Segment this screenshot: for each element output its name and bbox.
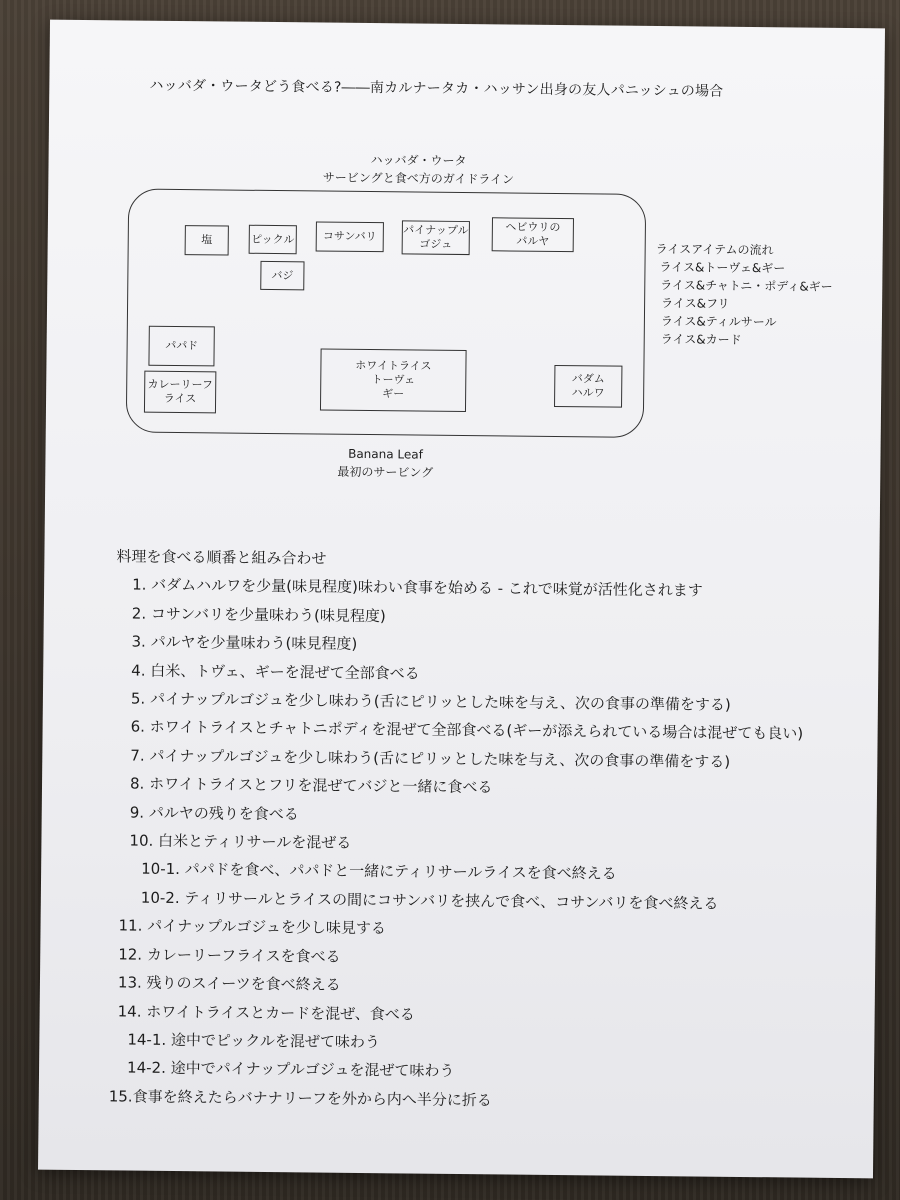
rice-flow-title: ライスアイテムの流れ [655,242,774,258]
diagram-title [268,150,568,189]
dish-curry-leaf-rice: カレーリーフ ライス [144,371,216,414]
dish-salt: 塩 [185,225,229,255]
step-item: 13. 残りのスイーツを食べ終える [117,973,341,994]
rice-flow-list [655,240,834,350]
step-item: 6. ホワイトライスとチャトニポディを混ぜて全部食べる(ギーが添えられている場合は混ぜても良い) [130,717,804,744]
dish-papad: パパド [148,326,214,367]
dish-badam-halwa: バダム ハルワ [554,365,622,408]
steps-heading: 料理を食べる順番と組み合わせ [116,547,327,568]
diagram-title-line1: ハッバダ・ウータ [370,153,467,169]
leaf-label: Banana Leaf [348,446,423,462]
rice-flow-item: ライス&カード [660,332,742,347]
step-item: 2. コサンバリを少量味わう(味見程度) [131,604,386,626]
step-item: 4. 白米、トヴェ、ギーを混ぜて全部食べる [131,661,420,683]
paper-sheet [38,20,885,1179]
diagram-title-line2: サービングと食べ方のガイドライン [322,170,515,187]
step-item: 12. カレーリーフライスを食べる [118,945,341,966]
rice-flow-item: ライス&トーヴェ&ギー [659,260,786,276]
step-item: 10-2. ティリサールとライスの間にコサンバリを挟んで食べ、コサンバリを食べ終える [140,888,719,913]
step-item: 8. ホワイトライスとフリを混ぜてバジと一緒に食べる [129,774,493,797]
dish-pineapple-gojju: パイナップル ゴジュ [402,220,470,255]
step-item: 7. パイナップルゴジュを少し味わう(舌にピリッとした味を与え、次の食事の準備をする) [130,746,731,771]
dish-baji: バジ [260,261,304,290]
leaf-caption [265,444,505,483]
step-item: 10-1. パパドを食べ、パパドと一緒にティリサールライスを食べ終える [141,860,617,884]
step-item: 10. 白米とティリサールを混ぜる [129,831,352,852]
step-item: 11. パイナップルゴジュを少し味見する [118,916,387,938]
rice-flow-item: ライス&フリ [661,296,730,311]
step-item: 3. パルヤを少量味わう(味見程度) [131,632,358,654]
dish-kosambari: コサンバリ [316,221,384,252]
steps-list [109,542,805,1117]
step-item: 1. バダムハルワを少量(味見程度)味わい食事を始める - これで味覚が活性化されます [132,575,703,600]
dish-pickle: ピックル [249,225,297,255]
step-item: 14-1. 途中でピックルを混ぜて味わう [127,1030,380,1052]
step-item: 5. パイナップルゴジュを少し味わう(舌にピリッとした味を与え、次の食事の準備をする) [130,689,731,714]
dish-white-rice-tove-ghee: ホワイトライス トーヴェ ギー [320,349,467,413]
document-title: ハッバダ・ウータどう食べる?――南カルナータカ・ハッサン出身の友人パニッシュの場合 [149,77,724,100]
leaf-caption-text: 最初のサービング [337,464,434,480]
rice-flow-item: ライス&チャトニ・ポディ&ギー [660,278,833,294]
rice-flow-item: ライス&ティルサール [660,314,777,330]
dish-hebbevu-palya: ヘビウリの パルヤ [492,217,574,252]
step-item: 14. ホワイトライスとカードを混ぜ、食べる [117,1001,415,1024]
step-item: 9. パルヤの残りを食べる [129,803,299,823]
step-item: 14-2. 途中でパイナップルゴジュを混ぜて味わう [126,1058,455,1081]
step-item: 15.食事を終えたらバナナリーフを外から内へ半分に折る [108,1087,492,1110]
